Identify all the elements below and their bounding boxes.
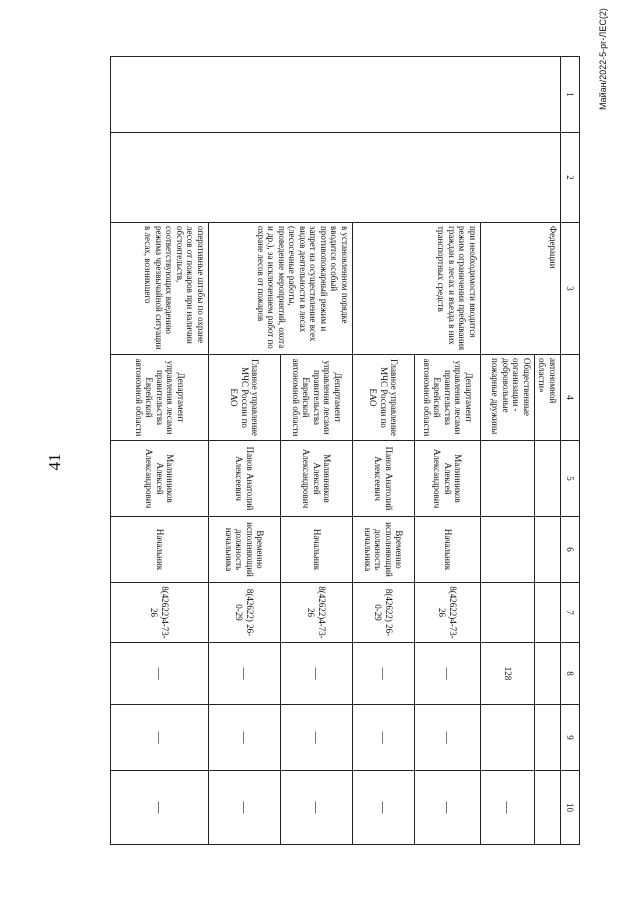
cell-dash: — bbox=[353, 705, 415, 771]
cell-empty bbox=[535, 517, 561, 583]
header-col-8: 8 bbox=[561, 643, 580, 705]
cell-measure: в установленном порядке вводится особый противопожарный режим и запрет на осуществление всех видов деятельности в лесах (лесосечные работы, проведение мероприятий, охота и др.), за исключением работ по охране лесов от пожаров bbox=[209, 223, 353, 355]
table-row bbox=[535, 57, 561, 845]
cell-dash: — bbox=[111, 705, 209, 771]
header-col-1: 1 bbox=[561, 57, 580, 133]
cell-count: 128 bbox=[481, 643, 535, 705]
cell-federation: Федерации bbox=[481, 223, 561, 355]
cell-org: Главное управление МЧС России по ЕАО bbox=[209, 355, 281, 441]
cell-col-2 bbox=[111, 133, 561, 223]
header-col-5: 5 bbox=[561, 441, 580, 517]
cell-dash: — bbox=[353, 771, 415, 845]
cell-position: Временно исполняющий должность начальника bbox=[209, 517, 281, 583]
document-code: Майан/2022-5-рг-ЛЕС(2) bbox=[598, 8, 608, 110]
cell-dash: — bbox=[281, 705, 353, 771]
cell-measure: оперативные штабы по охране лесов от пожаров при наличии обстоятельств, соответствующих введению режима чрезвычайной ситуации в лесах, возникшего bbox=[111, 223, 209, 355]
page-number: 41 bbox=[45, 453, 64, 471]
header-col-3: 3 bbox=[561, 223, 580, 355]
cell-dash: — bbox=[111, 771, 209, 845]
cell-empty bbox=[535, 643, 561, 705]
header-col-2: 2 bbox=[561, 133, 580, 223]
cell-phone: 8(42622)4-73-26 bbox=[281, 583, 353, 643]
cell-position: Временно исполняющий должность начальника bbox=[353, 517, 415, 583]
cell-dash: — bbox=[415, 771, 481, 845]
cell-empty bbox=[481, 441, 535, 517]
cell-col-9 bbox=[481, 705, 535, 771]
cell-dash: — bbox=[209, 643, 281, 705]
cell-empty bbox=[535, 771, 561, 845]
cell-empty bbox=[535, 705, 561, 771]
cell-dash: — bbox=[209, 705, 281, 771]
cell-dash: — bbox=[415, 705, 481, 771]
header-col-4: 4 bbox=[561, 355, 580, 441]
cell-measure: при необходимости вводится режим ограничения пребывания граждан в лесах и въезда в них транспортных средств bbox=[353, 223, 481, 355]
cell-org: Общественные организации - добровольные пожарные дружины bbox=[481, 355, 535, 441]
cell-phone: 8(42622)4-73-26 bbox=[111, 583, 209, 643]
cell-org: Главное управление МЧС России по ЕАО bbox=[353, 355, 415, 441]
cell-org: автономной области» bbox=[535, 355, 561, 441]
header-col-6: 6 bbox=[561, 517, 580, 583]
cell-position: Начальник bbox=[281, 517, 353, 583]
cell-person: Малинников Алексей Александрович bbox=[111, 441, 209, 517]
cell-org: Департамент управления лесами правительства Еврейской автономной области bbox=[415, 355, 481, 441]
cell-person: Малинников Алексей Александрович bbox=[415, 441, 481, 517]
cell-dash: — bbox=[481, 771, 535, 845]
cell-dash: — bbox=[281, 771, 353, 845]
cell-dash: — bbox=[415, 643, 481, 705]
header-row bbox=[561, 57, 580, 845]
cell-phone: 8(42622)4-73-26 bbox=[415, 583, 481, 643]
cell-empty bbox=[481, 517, 535, 583]
cell-dash: — bbox=[111, 643, 209, 705]
cell-person: Панов Анатолий Алексеевич bbox=[209, 441, 281, 517]
cell-empty bbox=[481, 583, 535, 643]
cell-dash: — bbox=[209, 771, 281, 845]
cell-empty bbox=[535, 583, 561, 643]
cell-col-1 bbox=[111, 57, 561, 133]
cell-dash: — bbox=[353, 643, 415, 705]
fire-measures-table bbox=[110, 56, 580, 845]
rotated-table-wrapper bbox=[110, 56, 580, 844]
header-col-9: 9 bbox=[561, 705, 580, 771]
cell-org: Департамент управления лесами правительства Еврейской автономной области bbox=[111, 355, 209, 441]
cell-person: Малинников Алексей Александрович bbox=[281, 441, 353, 517]
cell-position: Начальник bbox=[415, 517, 481, 583]
header-col-10: 10 bbox=[561, 771, 580, 845]
cell-empty bbox=[535, 441, 561, 517]
cell-position: Начальник bbox=[111, 517, 209, 583]
cell-person: Панов Анатолий Алексеевич bbox=[353, 441, 415, 517]
cell-phone: 8(42622) 26-0-29 bbox=[353, 583, 415, 643]
cell-phone: 8(42622) 26-0-29 bbox=[209, 583, 281, 643]
cell-dash: — bbox=[281, 643, 353, 705]
header-col-7: 7 bbox=[561, 583, 580, 643]
cell-org: Департамент управления лесами правительства Еврейской автономной области bbox=[281, 355, 353, 441]
